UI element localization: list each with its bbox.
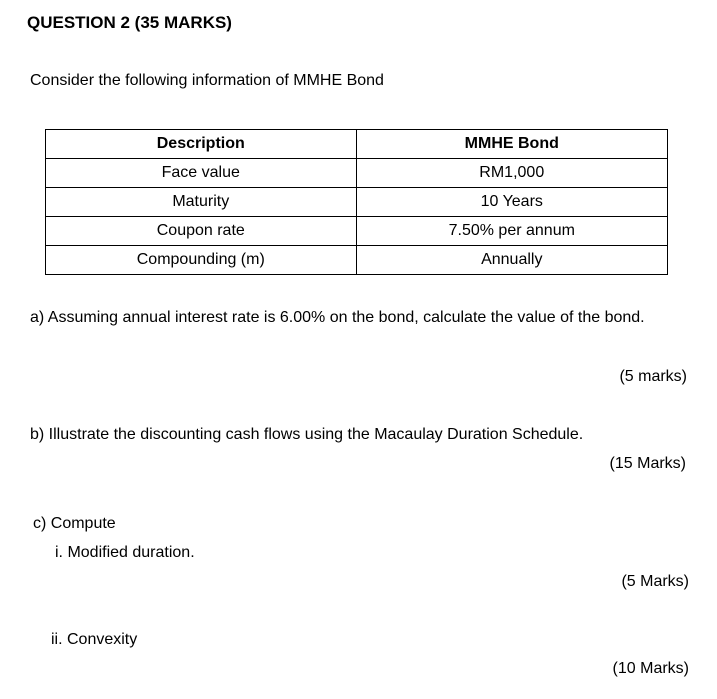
question-c-i-marks: (5 Marks): [621, 573, 689, 590]
table-row: [46, 246, 668, 275]
intro-text: Consider the following information of MMHE Bond: [30, 72, 384, 89]
table-header-description: Description: [46, 130, 357, 159]
table-row: [46, 188, 668, 217]
question-c-ii-marks: (10 Marks): [612, 660, 689, 677]
bond-info-table: [45, 129, 668, 275]
table-cell: Maturity: [46, 188, 357, 217]
question-a-text: a) Assuming annual interest rate is 6.00% on the bond, calculate the value of the bond.: [30, 309, 645, 326]
table-cell: 7.50% per annum: [356, 217, 667, 246]
question-c-text: c) Compute: [33, 515, 116, 532]
question-b-text: b) Illustrate the discounting cash flows using the Macaulay Duration Schedule.: [30, 426, 584, 443]
table-row: [46, 159, 668, 188]
table-header-bond: MMHE Bond: [356, 130, 667, 159]
table-cell: RM1,000: [356, 159, 667, 188]
question-c-ii-text: ii. Convexity: [51, 631, 138, 648]
question-c-i-text: i. Modified duration.: [55, 544, 195, 561]
table-cell: 10 Years: [356, 188, 667, 217]
question-title: QUESTION 2 (35 MARKS): [27, 13, 232, 32]
table-cell: Coupon rate: [46, 217, 357, 246]
table-row: [46, 217, 668, 246]
table-header-row: [46, 130, 668, 159]
question-b-marks: (15 Marks): [609, 455, 686, 472]
table-cell: Annually: [356, 246, 667, 275]
table-cell: Compounding (m): [46, 246, 357, 275]
question-a-marks: (5 marks): [619, 368, 687, 385]
table-cell: Face value: [46, 159, 357, 188]
